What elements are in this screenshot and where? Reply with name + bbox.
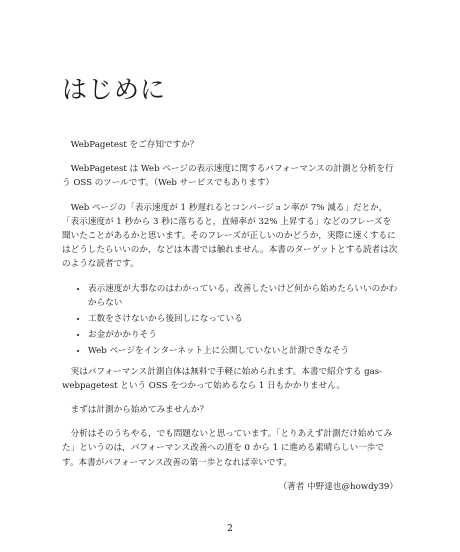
paragraph-first-step: 分析はそのうちやる，でも問題ないと思っています。「とりあえず計測だけ始めてみた」というのは，パフォーマンス改善への道を 0 から 1 に進める素晴らしい一歩です。本書がパフォーマンス改善の第一歩となれば幸いです。 — [62, 429, 393, 468]
author-signature: （著者 中野達也@howdy39） — [278, 481, 398, 492]
page-number: 2 — [227, 524, 233, 534]
list-item: • Web ページをインターネット上に公開していないと計測できなそう — [88, 344, 398, 358]
paragraph-free-to-start: 実はパフォーマンス計測自体は無料で手軽に始められます。本書で紹介する gas-webpagetest という OSS をつかって始めるなら 1 日もかかりません。 — [62, 366, 383, 391]
list-item: • お金がかかりそう — [88, 328, 398, 342]
paragraph-webpagetest-description: WebPagetest は Web ページの表示速度に関するパフォーマンスの計測と分析を行う OSS のツールです。（Web サービスでもあります） — [62, 164, 394, 189]
body-text — [62, 138, 398, 504]
list-item: • 表示速度が大事なのはわかっている、改善したいけど何から始めたらいいのかわからない — [88, 282, 398, 310]
page-title: はじめに — [62, 75, 167, 104]
paragraph-intro-question: WebPagetest をご存知ですか？ — [70, 140, 199, 150]
paragraph-target-readers: Web ページの「表示速度が 1 秒遅れるとコンバージョン率が 7% 減る」だとか，「表示速度が 1 秒から 3 秒に落ちると，直帰率が 32% 上昇する」などのフレーズを聞いたことがあるかと思います。そのフレーズが正しいのかどうか，実際に速くするにはどうしたらいいのか，などは本書では触れません。本書のターゲットとする読者は次のような読者です。 — [62, 202, 398, 270]
list-item: • 工数をさけないから後回しになっている — [88, 312, 398, 326]
paragraph-call-to-action: まずは計測から始めてみませんか？ — [70, 405, 209, 416]
target-reader-list — [62, 282, 398, 359]
